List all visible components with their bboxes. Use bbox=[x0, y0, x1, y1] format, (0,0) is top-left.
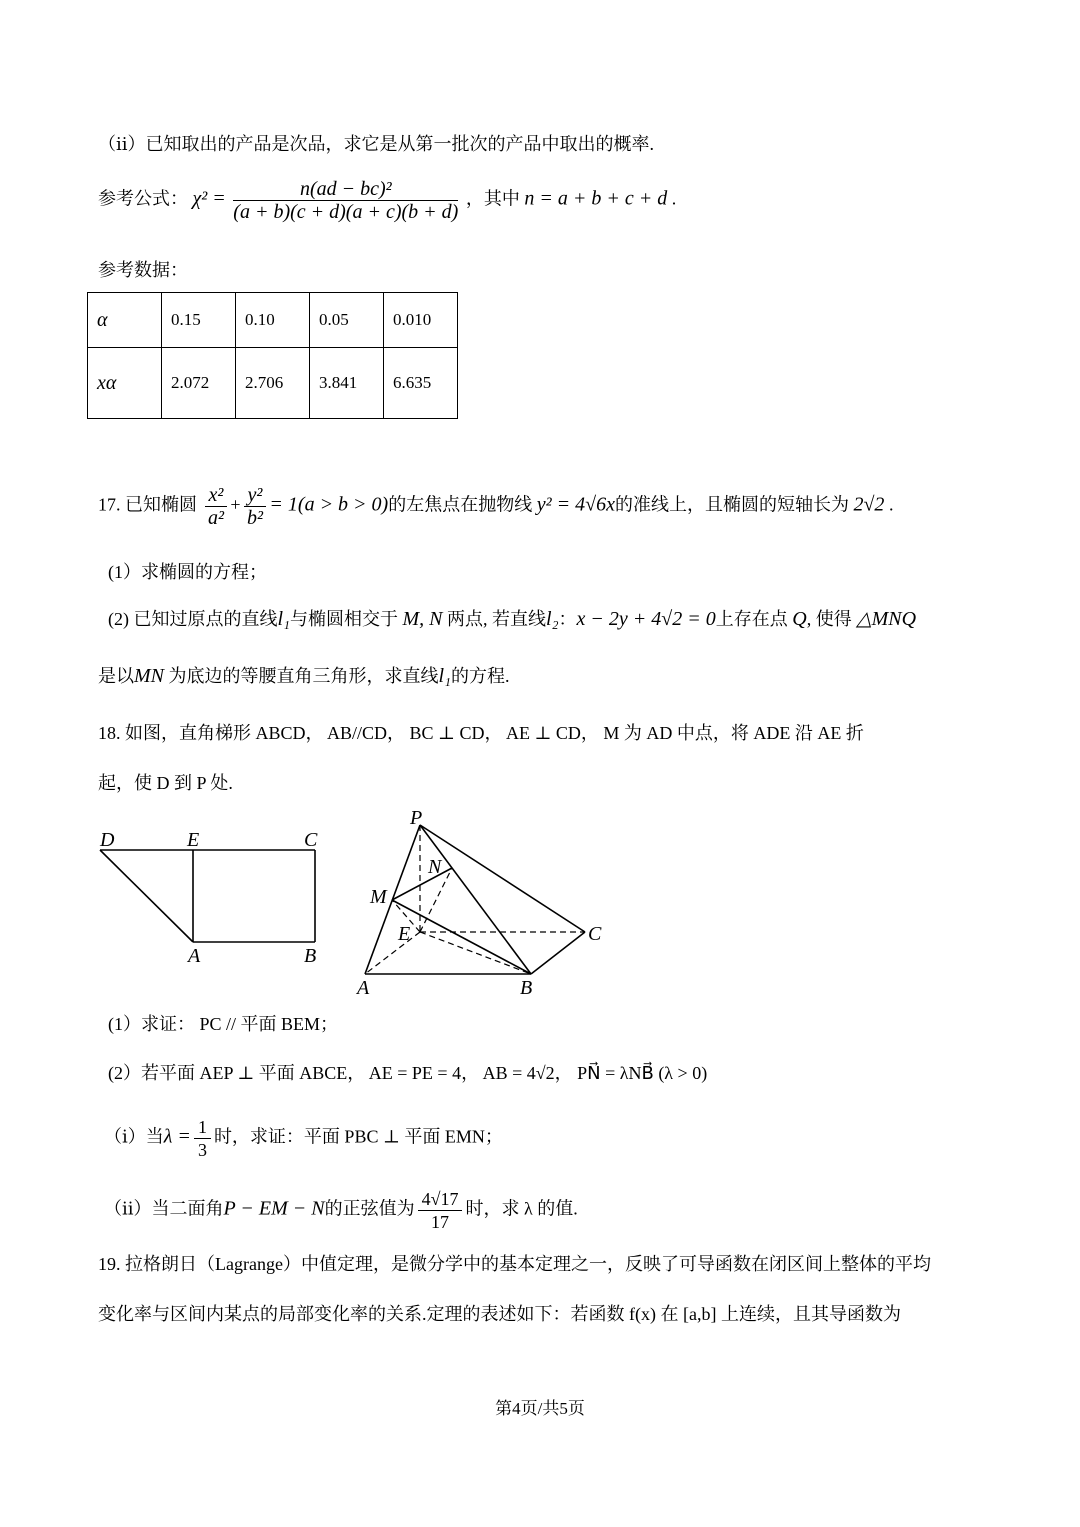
text: y² = 4√6x bbox=[536, 493, 615, 516]
fig2-label-n: N bbox=[428, 856, 442, 878]
q18-part-ii bbox=[104, 1188, 578, 1233]
text: 17 bbox=[431, 1212, 450, 1232]
text: (2) 已知过原点的直线 bbox=[108, 609, 278, 629]
fig1-label-e: E bbox=[187, 829, 200, 851]
formula-numerator: n(ad − bc)² bbox=[233, 178, 458, 201]
q18-part-i bbox=[104, 1116, 503, 1161]
table-cell: 0.10 bbox=[236, 293, 310, 348]
formula-denominator: (a + b)(c + d)(a + c)(b + d) bbox=[233, 201, 459, 223]
table-cell: 2.072 bbox=[162, 348, 236, 419]
text: 的正弦值为 bbox=[324, 1198, 415, 1219]
q16-part-ii: （ⅱ）已知取出的产品是次品，求它是从第一批次的产品中取出的概率. bbox=[98, 134, 655, 154]
text: , 使得 bbox=[806, 609, 852, 629]
page-footer: 第4页/共5页 bbox=[495, 1399, 585, 1418]
fig1-label-d: D bbox=[100, 829, 115, 851]
fig2-label-b: B bbox=[520, 977, 533, 999]
text: λ = bbox=[163, 1125, 191, 1148]
text: P − EM − N bbox=[223, 1197, 325, 1220]
formula-tail-text: ，其中 bbox=[465, 188, 520, 209]
text: x² bbox=[205, 484, 228, 507]
text: 2√2 bbox=[853, 493, 885, 516]
text: 的方程. bbox=[451, 666, 510, 686]
text: MN bbox=[134, 665, 164, 687]
table-cell: xα bbox=[88, 348, 162, 419]
reference-data-label: 参考数据： bbox=[98, 260, 188, 280]
q17-stem: 17. 已知椭圆 $\frac{\text{x²}}{\text{a²}}$ + $\frac{\text{y²}}{\text{b²}}$ = 1(a > b > 0)的左焦点在抛物线 y² = 4√6x的准线上，且椭圆的短轴长为 2√2 . bbox=[98, 484, 894, 529]
fig2-label-e: E bbox=[398, 923, 411, 945]
formula-label: 参考公式： bbox=[98, 188, 188, 209]
table-cell: α bbox=[88, 293, 162, 348]
pyramid-figure bbox=[365, 825, 585, 974]
text: 是以 bbox=[98, 666, 134, 686]
text: ： bbox=[558, 609, 577, 629]
text: （ⅱ）当二面角 bbox=[104, 1198, 224, 1219]
fig1-label-a: A bbox=[188, 945, 201, 967]
q19-line2: 变化率与区间内某点的局部变化率的关系.定理的表述如下：若函数 f(x) 在 [a,b] 上连续，且其导函数为 bbox=[98, 1304, 901, 1324]
text: b² bbox=[246, 507, 263, 529]
table-cell: 6.635 bbox=[384, 348, 458, 419]
formula-tail-math: n = a + b + c + d bbox=[524, 187, 668, 210]
q18-stem-line1: 18. 如图，直角梯形 ABCD， AB//CD， BC ⊥ CD， AE ⊥ CD， M 为 AD 中点，将 ADE 沿 AE 折 bbox=[98, 723, 864, 743]
table-cell: 0.15 bbox=[162, 293, 236, 348]
fig2-label-m: M bbox=[370, 886, 387, 908]
table-cell: 3.841 bbox=[310, 348, 384, 419]
text: y² bbox=[244, 484, 267, 507]
text: 为底边的等腰直角三角形，求直线 bbox=[168, 666, 439, 686]
text: 与椭圆相交于 bbox=[290, 609, 399, 629]
trapezoid-figure bbox=[100, 850, 315, 942]
text: （ⅰ）当 bbox=[104, 1126, 164, 1147]
sine-value-fraction bbox=[418, 1188, 463, 1233]
text: a² bbox=[207, 507, 224, 529]
table-cell: 2.706 bbox=[236, 348, 310, 419]
text: Q bbox=[792, 608, 807, 630]
text: 时，求 λ 的值. bbox=[465, 1198, 578, 1219]
table-cell: 0.05 bbox=[310, 293, 384, 348]
text: 的准线上，且椭圆的短轴长为 bbox=[614, 494, 849, 515]
q18-part2: (2）若平面 AEP ⊥ 平面 ABCE， AE = PE = 4， AB = 4√2， PN⃗ = λNB⃗ (λ > 0) bbox=[108, 1063, 708, 1083]
q17-part1: (1）求椭圆的方程； bbox=[108, 562, 267, 582]
text: l₁ bbox=[277, 608, 291, 630]
text: 1 bbox=[194, 1116, 211, 1139]
text: 上存在点 bbox=[715, 609, 788, 629]
fig1-label-c: C bbox=[304, 829, 318, 851]
text: = 1(a > b > 0) bbox=[269, 493, 389, 516]
q18-part1: (1）求证： PC // 平面 BEM； bbox=[108, 1014, 339, 1034]
text: 时，求证：平面 PBC ⊥ 平面 EMN； bbox=[213, 1126, 503, 1147]
text: 的左焦点在抛物线 bbox=[388, 494, 533, 515]
text: 17. 已知椭圆 bbox=[98, 494, 197, 515]
text: 3 bbox=[197, 1140, 207, 1160]
formula-lhs: χ² = bbox=[192, 187, 226, 210]
text: l₂ bbox=[546, 608, 559, 630]
text: x − 2y + 4√2 = 0 bbox=[576, 608, 716, 630]
text: 两点, 若直线 bbox=[447, 609, 547, 629]
text: △MNQ bbox=[856, 608, 917, 630]
one-third-fraction bbox=[194, 1116, 211, 1161]
text: M, N bbox=[402, 608, 443, 630]
fig2-label-c: C bbox=[588, 923, 602, 945]
q18-stem-line2: 起，使 D 到 P 处. bbox=[98, 773, 233, 793]
text: 4√17 bbox=[418, 1188, 463, 1211]
fig2-label-p: P bbox=[410, 807, 423, 829]
reference-formula: 参考公式： χ² = $\frac{\text{n(ad − bc)²}}{(a + b)(c + d)(a + c)(b + d)}$ ，其中 n = a + b + c + d . bbox=[98, 178, 677, 223]
fig1-label-b: B bbox=[304, 945, 317, 967]
q19-line1: 19. 拉格朗日（Lagrange）中值定理，是微分学中的基本定理之一，反映了可导函数在闭区间上整体的平均 bbox=[98, 1254, 931, 1274]
table-cell: 0.010 bbox=[384, 293, 458, 348]
fig2-label-a: A bbox=[357, 977, 370, 999]
text: l₁ bbox=[438, 665, 452, 687]
text: . bbox=[888, 494, 894, 515]
